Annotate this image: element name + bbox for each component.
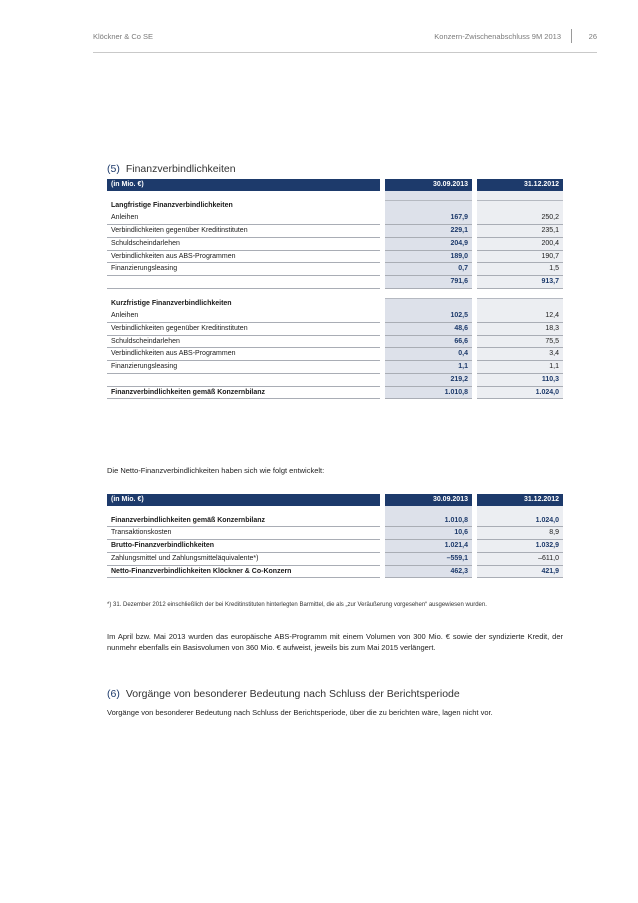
value-2012: 1,1 xyxy=(477,361,563,374)
table-row xyxy=(107,361,563,374)
row-label: Zahlungsmittel und Zahlungsmitteläquivalente*) xyxy=(107,552,380,565)
page-number: 26 xyxy=(588,32,597,41)
column-header-2012: 31.12.2012 xyxy=(477,494,563,506)
table-row xyxy=(107,348,563,361)
section-5-heading xyxy=(107,163,236,175)
report-title: Konzern-Zwischenabschluss 9M 2013 xyxy=(434,32,561,41)
row-label: Transaktionskosten xyxy=(107,527,380,540)
short-term-total-2013: 219,2 xyxy=(385,373,472,386)
table-row xyxy=(107,212,563,224)
value-2013: 0,7 xyxy=(385,263,472,276)
header-divider xyxy=(571,29,572,43)
row-label: Schuldscheindarlehen xyxy=(107,335,380,348)
table-header-row xyxy=(107,494,563,506)
value-2012: 200,4 xyxy=(477,237,563,250)
long-term-total-2012: 913,7 xyxy=(477,275,563,288)
table-section-row xyxy=(107,200,563,212)
value-2013: 48,6 xyxy=(385,323,472,336)
net-financial-liabilities-table xyxy=(107,494,563,578)
value-2012: 18,3 xyxy=(477,323,563,336)
table-section-row xyxy=(107,298,563,310)
row-label: Finanzierungsleasing xyxy=(107,263,380,276)
value-2012: 421,9 xyxy=(477,565,563,578)
section-5-number: (5) xyxy=(107,163,120,175)
value-2012: 75,5 xyxy=(477,335,563,348)
value-2013: 66,6 xyxy=(385,335,472,348)
value-2013: –559,1 xyxy=(385,552,472,565)
table-row xyxy=(107,540,563,553)
long-term-total-2013: 791,6 xyxy=(385,275,472,288)
value-2013: 1.010,8 xyxy=(385,515,472,527)
grand-total-label: Finanzverbindlichkeiten gemäß Konzernbilanz xyxy=(107,386,380,399)
section-6-heading xyxy=(107,688,460,700)
footnote: *) 31. Dezember 2012 einschließlich der bei Kreditinstituten hinterlegten Barmittel, die als „zur Veräußerung vorgesehen“ ausgewiesen wurden. xyxy=(107,602,487,608)
value-2012: 3,4 xyxy=(477,348,563,361)
net-debt-intro: Die Netto-Finanzverbindlichkeiten haben sich wie folgt entwickelt: xyxy=(107,466,325,475)
value-2012: 235,1 xyxy=(477,225,563,238)
section-6-number: (6) xyxy=(107,688,120,700)
row-label: Verbindlichkeiten aus ABS-Programmen xyxy=(107,348,380,361)
value-2013: 1,1 xyxy=(385,361,472,374)
table-row xyxy=(107,335,563,348)
table-header-row xyxy=(107,179,563,191)
column-header-2013: 30.09.2013 xyxy=(385,179,472,191)
unit-label: (in Mio. €) xyxy=(107,494,380,506)
financial-liabilities-table xyxy=(107,179,563,399)
row-label: Finanzverbindlichkeiten gemäß Konzernbilanz xyxy=(107,515,380,527)
table-row xyxy=(107,310,563,322)
row-label: Anleihen xyxy=(107,310,380,322)
row-label: Verbindlichkeiten gegenüber Kreditinstituten xyxy=(107,323,380,336)
grand-total-2012: 1.024,0 xyxy=(477,386,563,399)
paragraph-subsequent-events: Vorgänge von besonderer Bedeutung nach Schluss der Berichtsperiode, über die zu berichten wäre, lagen nicht vor. xyxy=(107,708,493,717)
table-row xyxy=(107,552,563,565)
value-2012: 190,7 xyxy=(477,250,563,263)
grand-total-row xyxy=(107,386,563,399)
table-row xyxy=(107,225,563,238)
long-term-heading: Langfristige Finanzverbindlichkeiten xyxy=(111,202,233,210)
row-label: Schuldscheindarlehen xyxy=(107,237,380,250)
paragraph-abs-extension: Im April bzw. Mai 2013 wurden das europäische ABS-Programm mit einem Volumen von 300 Mio. € sowie der syndizierte Kredit, der nunmehr ebenfalls ein Basisvolumen von 360 Mio. € aufweist, jeweils bis zum Mai 2015 verlängert. xyxy=(107,632,563,652)
section-6-title: Vorgänge von besonderer Bedeutung nach Schluss der Berichtsperiode xyxy=(125,688,460,700)
table-row xyxy=(107,527,563,540)
value-2012: 1.032,9 xyxy=(477,540,563,553)
unit-label: (in Mio. €) xyxy=(107,179,380,191)
section-5-title: Finanzverbindlichkeiten xyxy=(125,163,236,175)
column-header-2013: 30.09.2013 xyxy=(385,494,472,506)
subtotal-row xyxy=(107,275,563,288)
value-2013: 102,5 xyxy=(385,310,472,322)
value-2012: 1,5 xyxy=(477,263,563,276)
short-term-total-2012: 110,3 xyxy=(477,373,563,386)
value-2013: 167,9 xyxy=(385,212,472,224)
table-row xyxy=(107,565,563,578)
value-2013: 0,4 xyxy=(385,348,472,361)
row-label: Netto-Finanzverbindlichkeiten Klöckner & Co-Konzern xyxy=(107,565,380,578)
row-label: Verbindlichkeiten gegenüber Kreditinstituten xyxy=(107,225,380,238)
grand-total-2013: 1.010,8 xyxy=(385,386,472,399)
company-name: Klöckner & Co SE xyxy=(93,32,154,41)
value-2012: 250,2 xyxy=(477,212,563,224)
value-2013: 462,3 xyxy=(385,565,472,578)
row-label: Brutto-Finanzverbindlichkeiten xyxy=(107,540,380,553)
table-row xyxy=(107,237,563,250)
table-row xyxy=(107,515,563,527)
value-2012: –611,0 xyxy=(477,552,563,565)
value-2013: 10,6 xyxy=(385,527,472,540)
page-header xyxy=(93,32,597,46)
table-row xyxy=(107,263,563,276)
subtotal-row xyxy=(107,373,563,386)
value-2013: 189,0 xyxy=(385,250,472,263)
value-2012: 1.024,0 xyxy=(477,515,563,527)
row-label: Finanzierungsleasing xyxy=(107,361,380,374)
value-2013: 229,1 xyxy=(385,225,472,238)
value-2012: 8,9 xyxy=(477,527,563,540)
row-label: Verbindlichkeiten aus ABS-Programmen xyxy=(107,250,380,263)
short-term-heading: Kurzfristige Finanzverbindlichkeiten xyxy=(111,300,232,308)
table-row xyxy=(107,250,563,263)
header-rule xyxy=(93,52,597,53)
value-2013: 204,9 xyxy=(385,237,472,250)
row-label: Anleihen xyxy=(107,212,380,224)
column-header-2012: 31.12.2012 xyxy=(477,179,563,191)
value-2013: 1.021,4 xyxy=(385,540,472,553)
value-2012: 12,4 xyxy=(477,310,563,322)
table-row xyxy=(107,323,563,336)
